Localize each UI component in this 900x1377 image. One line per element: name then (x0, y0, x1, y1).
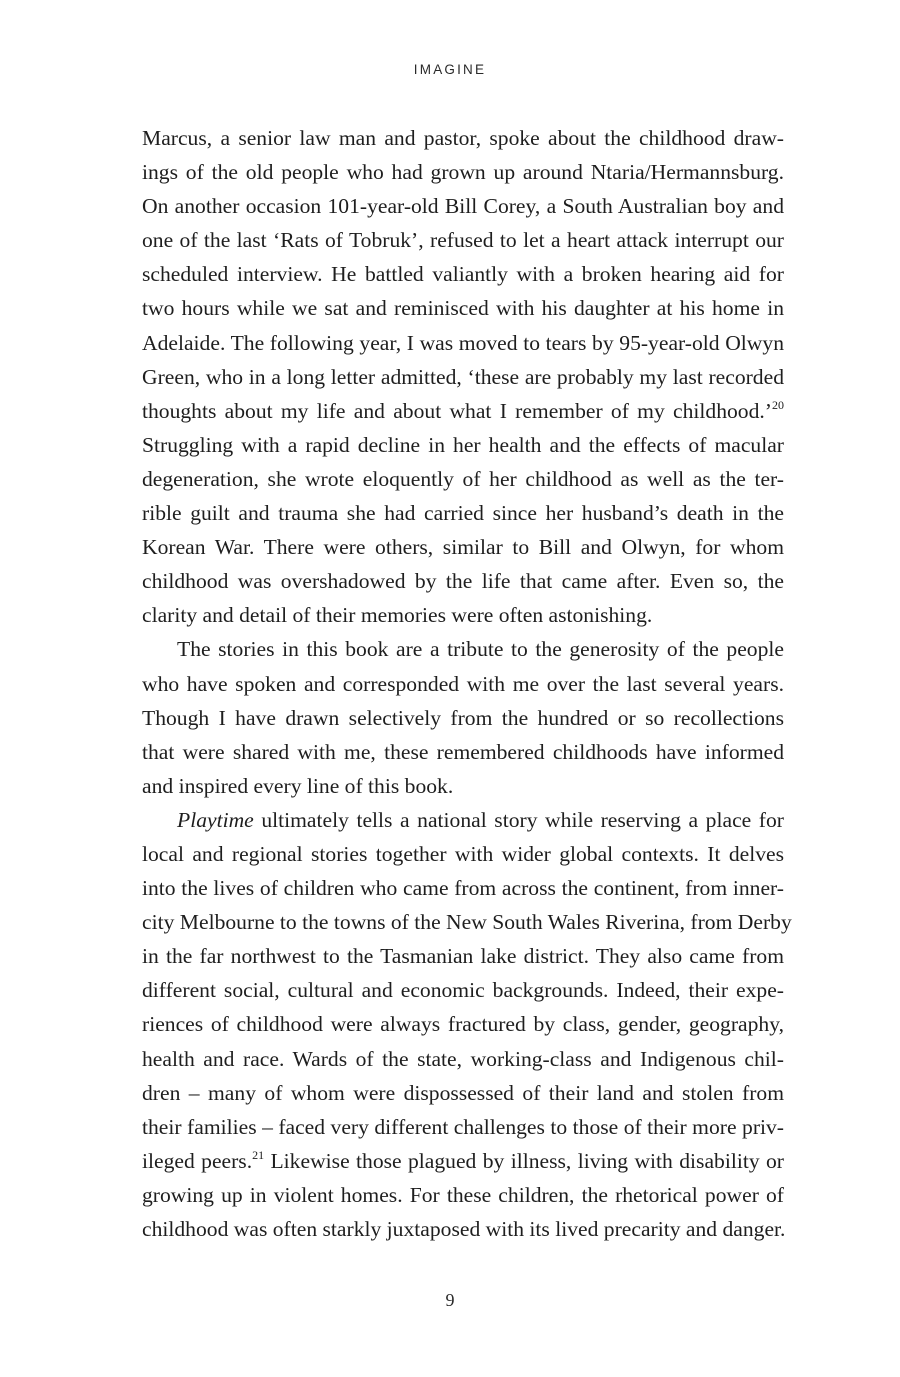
text-line (142, 428, 784, 462)
line-text: that were shared with me, these remembered childhoods have informed (142, 739, 784, 764)
line-text: On another occasion 101-year-old Bill Corey, a South Australian boy and (142, 194, 784, 219)
line-text: health and race. Wards of the state, working-class and Indigenous chil- (142, 1046, 784, 1071)
line-text: growing up in violent homes. For these children, the rhetorical power of (142, 1182, 784, 1207)
text-line (142, 1007, 784, 1041)
line-text: one of the last ‘Rats of Tobruk’, refused to let a heart attack interrupt our (142, 228, 784, 253)
text-line (142, 155, 784, 189)
line-text: Adelaide. The following year, I was moved to tears by 95-year-old Olwyn (142, 330, 784, 355)
text-line (142, 223, 784, 257)
line-text: Struggling with a rapid decline in her health and the effects of macular (142, 432, 784, 457)
text-line (142, 121, 784, 155)
text-line (142, 1144, 784, 1178)
text-line (142, 530, 784, 564)
text-line (142, 462, 784, 496)
line-text: ileged peers. (142, 1148, 253, 1173)
line-text: dren – many of whom were dispossessed of their land and stolen from (142, 1080, 784, 1105)
endnote-marker: 20 (772, 397, 784, 412)
line-text: Marcus, a senior law man and pastor, spoke about the childhood draw- (142, 126, 784, 150)
line-text: ings of the old people who had grown up around Ntaria/Hermannsburg. (142, 160, 784, 185)
text-line (142, 973, 784, 1007)
line-text: into the lives of children who came from across the continent, from inner- (142, 876, 784, 901)
text-line (142, 257, 784, 291)
line-text: their families – faced very different challenges to those of their more priv- (142, 1114, 784, 1139)
body-text (142, 121, 792, 1246)
text-line (142, 701, 784, 735)
line-text: The stories in this book are a tribute to the generosity of the people (177, 637, 784, 662)
text-line (142, 905, 792, 939)
line-text: different social, cultural and economic backgrounds. Indeed, their expe- (142, 978, 784, 1003)
text-line (142, 1110, 784, 1144)
text-line (142, 1212, 784, 1246)
text-line (142, 189, 784, 223)
text-line (142, 598, 784, 632)
text-line (142, 1076, 784, 1110)
book-title: Playtime (177, 807, 254, 832)
line-text: city Melbourne to the towns of the New South Wales Riverina, from Derby (142, 910, 792, 935)
text-line (142, 1042, 784, 1076)
line-text: Korean War. There were others, similar to Bill and Olwyn, for whom (142, 535, 784, 560)
text-line (142, 394, 784, 428)
text-line (142, 496, 784, 530)
line-text: two hours while we sat and reminisced with his daughter at his home in (142, 296, 784, 321)
line-text: ultimately tells a national story while reserving a place for (253, 807, 784, 832)
line-text: who have spoken and corresponded with me over the last several years. (142, 671, 784, 696)
text-line (142, 939, 784, 973)
page-number: 9 (445, 1290, 455, 1310)
text-line (142, 769, 784, 803)
text-line (142, 564, 784, 598)
line-text: clarity and detail of their memories were often astonishing. (142, 603, 653, 628)
line-text-continued: Likewise those plagued by illness, living with disability or (264, 1148, 784, 1173)
line-text: Green, who in a long letter admitted, ‘these are probably my last recorded (142, 364, 784, 389)
text-line (142, 871, 784, 905)
line-text: local and regional stories together with wider global contexts. It delves (142, 841, 784, 866)
line-text: degeneration, she wrote eloquently of her childhood as well as the ter- (142, 466, 784, 491)
line-text: rible guilt and trauma she had carried since her husband’s death in the (142, 501, 784, 526)
text-line (142, 326, 784, 360)
text-line (142, 1178, 784, 1212)
text-line (142, 667, 784, 701)
line-text: thoughts about my life and about what I remember of my childhood.’ (142, 398, 772, 423)
text-line (142, 360, 784, 394)
text-line (142, 735, 784, 769)
endnote-marker: 21 (252, 1147, 265, 1162)
text-line (142, 291, 784, 325)
running-head: IMAGINE (413, 62, 487, 77)
text-line (142, 632, 784, 666)
text-line (142, 803, 784, 837)
line-text: and inspired every line of this book. (142, 773, 454, 798)
line-text: scheduled interview. He battled valiantly with a broken hearing aid for (142, 262, 784, 287)
paragraph (142, 803, 792, 1246)
line-text: riences of childhood were always fractured by class, gender, geography, (142, 1012, 784, 1037)
line-text: in the far northwest to the Tasmanian lake district. They also came from (142, 944, 784, 969)
paragraph (142, 121, 784, 632)
line-text: Though I have drawn selectively from the hundred or so recollections (142, 705, 784, 730)
paragraph (142, 632, 784, 802)
line-text: childhood was overshadowed by the life that came after. Even so, the (142, 569, 784, 594)
line-text: childhood was often starkly juxtaposed with its lived precarity and danger. (142, 1217, 786, 1241)
text-line (142, 837, 784, 871)
